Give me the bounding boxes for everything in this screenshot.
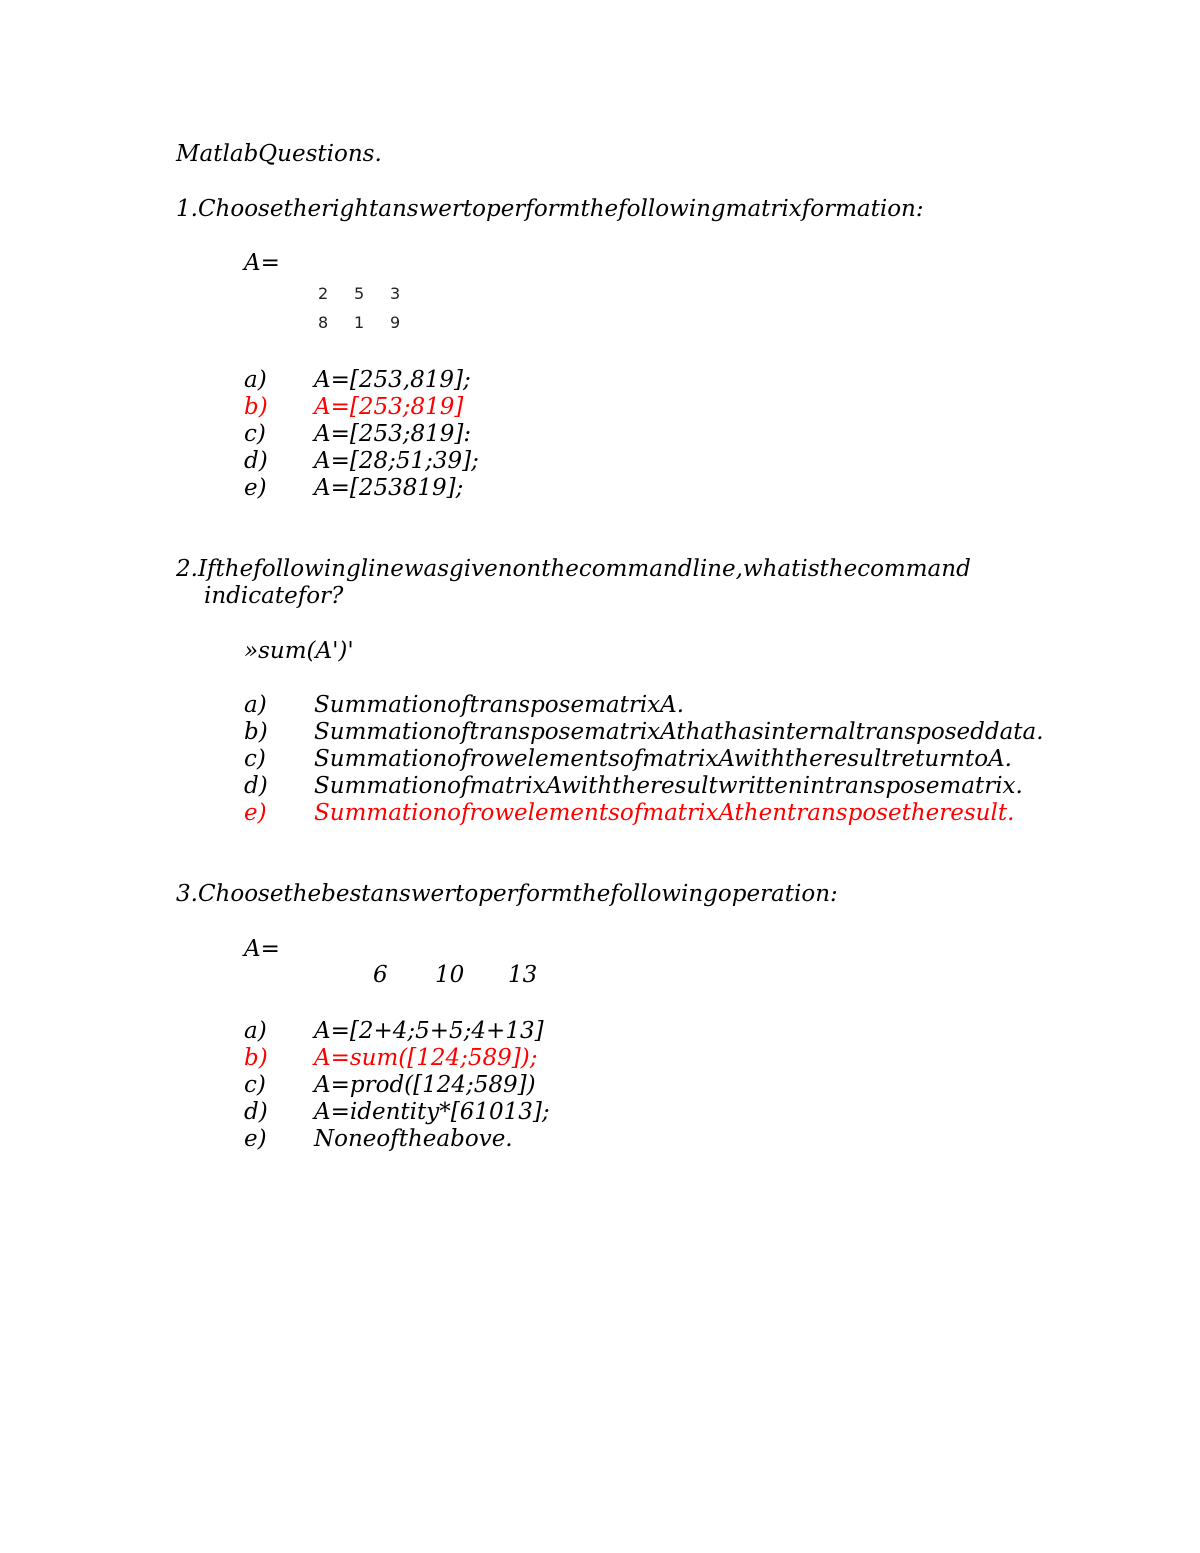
option-letter: a) [244, 692, 267, 718]
matrix-cell: 2 [318, 284, 329, 303]
option-letter: d) [244, 448, 268, 474]
matrix-cell: 9 [390, 313, 401, 332]
option-text-correct: A=[253;819] [314, 394, 464, 420]
option-text-correct: SummationofrowelementsofmatrixAthentransposetheresult. [314, 800, 1015, 826]
option-letter: e) [244, 1126, 267, 1152]
result-value: 6 [373, 962, 388, 988]
matrix-cell: 1 [354, 313, 365, 332]
option-text: A=[253;819]: [314, 421, 472, 447]
option-letter: b) [244, 1045, 268, 1071]
option-text-correct: A=sum([124;589]); [314, 1045, 538, 1071]
option-letter: c) [244, 1072, 266, 1098]
option-text: A=[253819]; [314, 475, 464, 501]
option-letter: b) [244, 394, 268, 420]
question-3-text: 3.Choosethebestanswertoperformthefollowingoperation: [176, 881, 838, 907]
option-letter: a) [244, 367, 267, 393]
option-letter: a) [244, 1018, 267, 1044]
option-letter: d) [244, 1099, 268, 1125]
option-letter: c) [244, 746, 266, 772]
question-2-text-continued: indicatefor? [204, 583, 344, 609]
document-title: MatlabQuestions. [176, 141, 382, 167]
option-letter: e) [244, 475, 267, 501]
option-letter: b) [244, 719, 268, 745]
option-text: SummationoftransposematrixAthathasinternaltransposeddata. [314, 719, 1044, 745]
option-text: A=[253,819]; [314, 367, 471, 393]
result-value: 10 [435, 962, 465, 988]
option-text: A=[28;51;39]; [314, 448, 479, 474]
option-text: Noneoftheabove. [314, 1126, 513, 1152]
matrix-cell: 3 [390, 284, 401, 303]
question-1-matrix-label: A= [244, 250, 280, 276]
question-1-text: 1.Choosetherightanswertoperformthefollowingmatrixformation: [176, 196, 924, 222]
result-value: 13 [508, 962, 538, 988]
option-text: SummationofrowelementsofmatrixAwiththeresultreturntoA. [314, 746, 1012, 772]
question-3-matrix-label: A= [244, 936, 280, 962]
option-text: A=prod([124;589]) [314, 1072, 536, 1098]
question-2-text: 2.Ifthefollowinglinewasgivenonthecommandline,whatisthecommand [176, 556, 971, 582]
matrix-cell: 5 [354, 284, 365, 303]
command-line: »sum(A')' [244, 638, 354, 664]
option-text: SummationofmatrixAwiththeresultwrittenintransposematrix. [314, 773, 1023, 799]
option-text: A=[2+4;5+5;4+13] [314, 1018, 544, 1044]
option-letter: c) [244, 421, 266, 447]
matrix-cell: 8 [318, 313, 329, 332]
option-letter: d) [244, 773, 268, 799]
option-letter: e) [244, 800, 267, 826]
option-text: SummationoftransposematrixA. [314, 692, 685, 718]
option-text: A=identity*[61013]; [314, 1099, 550, 1125]
